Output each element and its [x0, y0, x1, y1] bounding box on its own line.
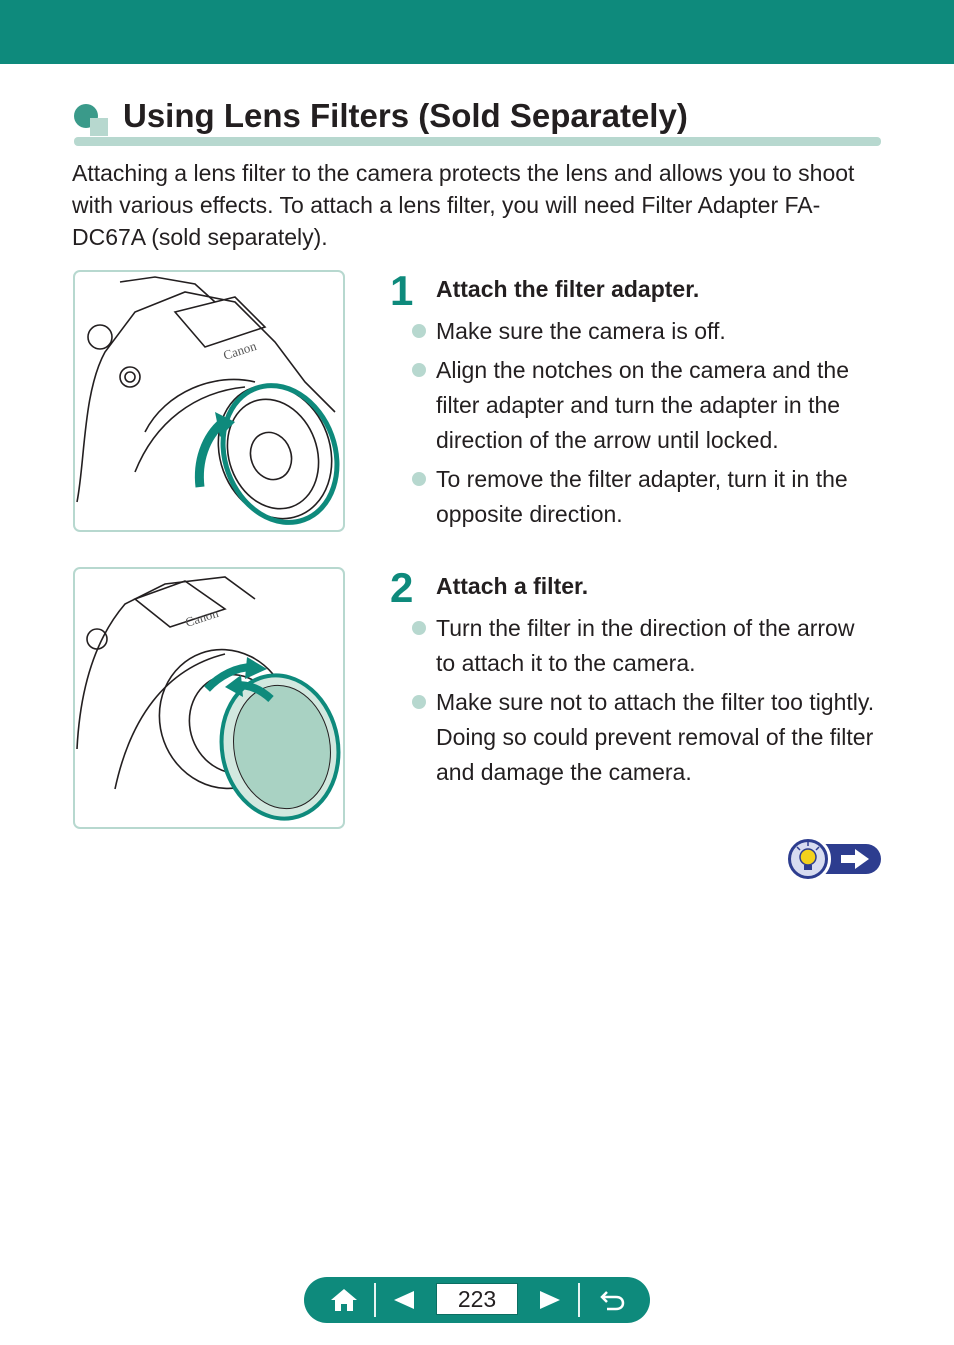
section-marker-icon	[74, 104, 110, 134]
bullet-icon	[412, 472, 426, 486]
list-item	[410, 685, 880, 790]
home-icon	[330, 1287, 358, 1313]
next-page-button[interactable]	[524, 1277, 576, 1323]
list-item	[410, 314, 880, 349]
home-button[interactable]	[316, 1277, 372, 1323]
bullet-text: Align the notches on the camera and the filter adapter and turn the adapter in the direction of the arrow until locked.	[436, 357, 850, 453]
step-title: Attach a filter.	[436, 573, 589, 599]
page-number-field[interactable]: 223	[436, 1283, 518, 1315]
return-button[interactable]	[582, 1277, 642, 1323]
bullet-icon	[412, 695, 426, 709]
return-icon	[599, 1289, 625, 1311]
camera-filter-illustration	[75, 569, 343, 827]
figure-attach-filter	[73, 567, 345, 829]
next-page-icon	[540, 1291, 560, 1309]
list-item	[410, 611, 880, 681]
header-bar	[0, 0, 954, 64]
step-1-bullets	[410, 314, 880, 536]
step-number: 1	[390, 267, 414, 314]
bullet-text: Make sure the camera is off.	[436, 318, 726, 344]
brand-label: Canon	[221, 338, 259, 363]
intro-paragraph: Attaching a lens filter to the camera protects the lens and allows you to shoot with various effects. To attach a lens filter, you will need Filter Adapter FA-DC67A (sold separately).	[72, 160, 855, 250]
bullet-icon	[412, 324, 426, 338]
bullet-text: Turn the filter in the direction of the arrow to attach it to the camera.	[436, 615, 855, 676]
page-title: Using Lens Filters (Sold Separately)	[123, 97, 688, 134]
list-item	[410, 353, 880, 458]
right-arrow-icon	[841, 849, 869, 869]
bullet-icon	[412, 621, 426, 635]
tip-link-button[interactable]	[785, 836, 881, 882]
step-number: 2	[390, 564, 414, 611]
brand-label: Canon	[183, 605, 221, 630]
bullet-text: Make sure not to attach the filter too tightly. Doing so could prevent removal of the filter and damage the camera.	[436, 689, 875, 785]
figure-attach-adapter	[73, 270, 345, 532]
page-navigation	[304, 1277, 650, 1323]
lightbulb-icon	[785, 836, 831, 882]
bullet-text: To remove the filter adapter, turn it in the opposite direction.	[436, 466, 848, 527]
previous-page-button[interactable]	[378, 1277, 430, 1323]
step-2-bullets	[410, 611, 880, 794]
previous-page-icon	[394, 1291, 414, 1309]
list-item	[410, 462, 880, 532]
camera-adapter-illustration	[75, 272, 343, 530]
step-title: Attach the filter adapter.	[436, 276, 700, 302]
bullet-icon	[412, 363, 426, 377]
title-underline	[74, 137, 881, 146]
